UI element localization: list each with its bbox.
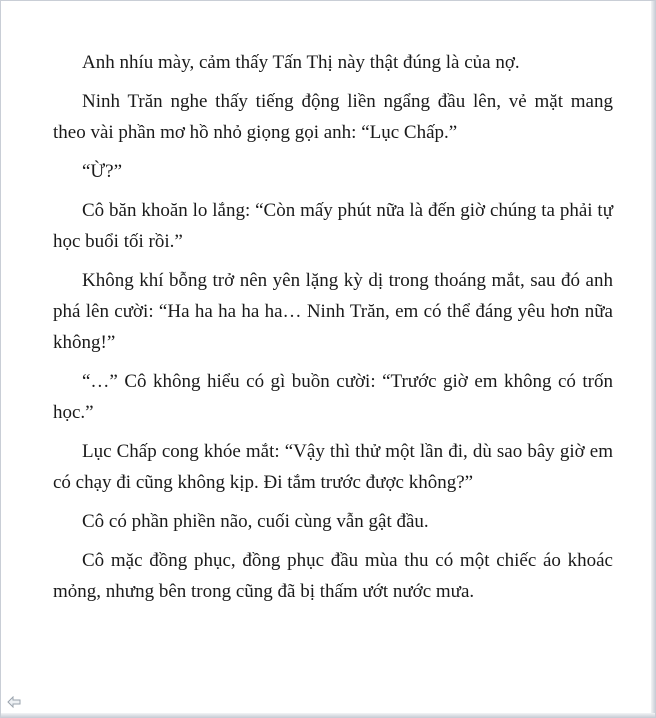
paragraph: Cô có phần phiền não, cuối cùng vẫn gật đầu. xyxy=(82,511,429,532)
paragraph: Ninh Trăn nghe thấy tiếng động liền ngẩng đầu lên, vẻ mặt mang theo vài phần mơ hồ nhỏ giọng gọi anh: “Lục Chấp.” xyxy=(53,91,613,143)
paragraph: Anh nhíu mày, cảm thấy Tấn Thị này thật đúng là của nợ. xyxy=(82,52,520,73)
back-arrow-icon[interactable] xyxy=(7,695,21,707)
page-bottom-shadow xyxy=(1,713,655,717)
paragraph: “Ừ?” xyxy=(82,161,123,182)
paragraph: Cô mặc đồng phục, đồng phục đầu mùa thu có một chiếc áo khoác mỏng, nhưng bên trong cũng đã bị thấm ướt nước mưa. xyxy=(53,550,613,602)
paragraph: Cô băn khoăn lo lắng: “Còn mấy phút nữa là đến giờ chúng ta phải tự học buổi tối rồi.” xyxy=(53,200,613,252)
paragraph: Không khí bỗng trở nên yên lặng kỳ dị trong thoáng mắt, sau đó anh phá lên cười: “Ha ha ha ha ha… Ninh Trăn, em có thể đáng yêu hơn nữa không!” xyxy=(53,270,613,353)
document-page xyxy=(53,47,613,615)
page-edge-shadow xyxy=(651,1,655,717)
paragraph: “…” Cô không hiểu có gì buồn cười: “Trước giờ em không có trốn học.” xyxy=(53,371,613,423)
paragraph: Lục Chấp cong khóe mắt: “Vậy thì thử một lần đi, dù sao bây giờ em có chạy đi cũng không kịp. Đi tắm trước được không?” xyxy=(53,441,613,493)
